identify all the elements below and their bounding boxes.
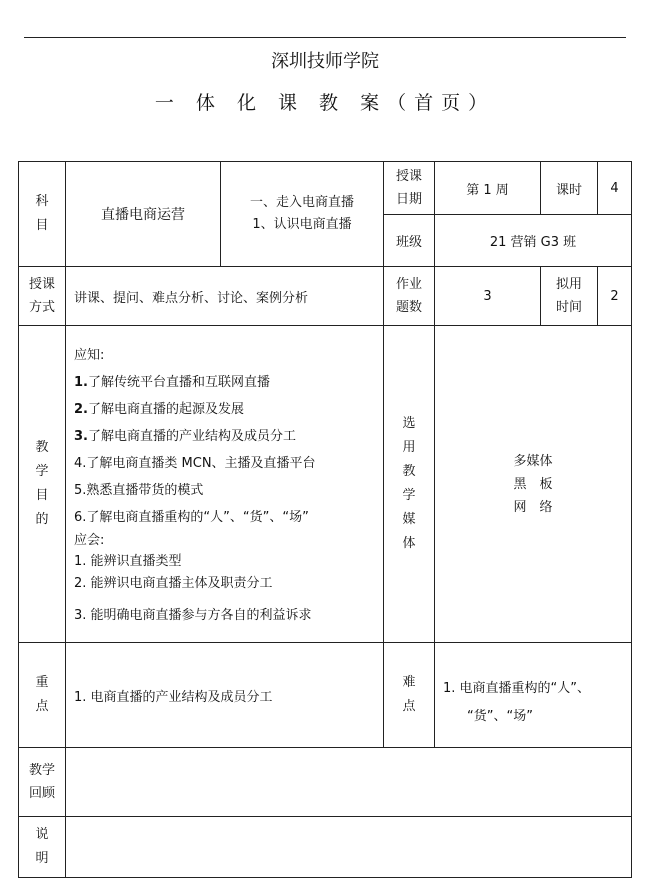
- unit-value: 一、走入电商直播 1、认识电商直播: [220, 161, 384, 267]
- media-value: 多媒体 黑 板 网 络: [434, 325, 632, 643]
- homework-label: 作业 题数: [383, 266, 435, 326]
- method-label: 授课 方式: [18, 266, 66, 326]
- aims-content: [65, 325, 384, 643]
- can-item: 2. 能辨识电商直播主体及职责分工: [74, 576, 273, 591]
- know-item: 3.了解电商直播的产业结构及成员分工: [74, 429, 296, 444]
- homework-value: 3: [434, 266, 541, 326]
- can-title: 应会:: [74, 533, 105, 548]
- hours-value: 4: [597, 161, 632, 215]
- know-item: 4.了解电商直播类 MCN、主播及直播平台: [74, 456, 316, 471]
- media-label: 选 用 教 学 媒 体: [383, 325, 435, 643]
- know-item: 6.了解电商直播重构的“人”、“货”、“场”: [74, 510, 309, 525]
- subject-label: 科 目: [18, 161, 66, 267]
- time-label: 拟用 时间: [540, 266, 598, 326]
- date-value: 第 1 周: [434, 161, 541, 215]
- note-label: 说 明: [18, 816, 66, 878]
- know-item: 1.了解传统平台直播和互联网直播: [74, 375, 270, 390]
- review-value: [65, 747, 632, 817]
- class-value: 21 营销 G3 班: [434, 214, 632, 267]
- know-title: 应知:: [74, 348, 105, 363]
- time-value: 2: [597, 266, 632, 326]
- school-name: 深圳技师学院: [271, 51, 379, 72]
- key-label: 重 点: [18, 642, 66, 748]
- date-label: 授课 日期: [383, 161, 435, 215]
- subject-value: 直播电商运营: [65, 161, 221, 267]
- header-rule: [24, 37, 626, 38]
- note-value: [65, 816, 632, 878]
- review-label: 教学 回顾: [18, 747, 66, 817]
- document-title: 一 体 化 课 教 案（首页）: [154, 92, 496, 114]
- can-item: 3. 能明确电商直播参与方各自的利益诉求: [74, 608, 312, 623]
- aims-label: 教 学 目 的: [18, 325, 66, 643]
- class-label: 班级: [383, 214, 435, 267]
- difficult-value: 1. 电商直播重构的“人”、 “货”、“场”: [434, 642, 632, 748]
- know-item: 5.熟悉直播带货的模式: [74, 483, 204, 498]
- hours-label: 课时: [540, 161, 598, 215]
- key-value: 1. 电商直播的产业结构及成员分工: [65, 642, 384, 748]
- method-value: 讲课、提问、难点分析、讨论、案例分析: [65, 266, 384, 326]
- know-item: 2.了解电商直播的起源及发展: [74, 402, 244, 417]
- can-item: 1. 能辨识直播类型: [74, 554, 182, 569]
- difficult-label: 难 点: [383, 642, 435, 748]
